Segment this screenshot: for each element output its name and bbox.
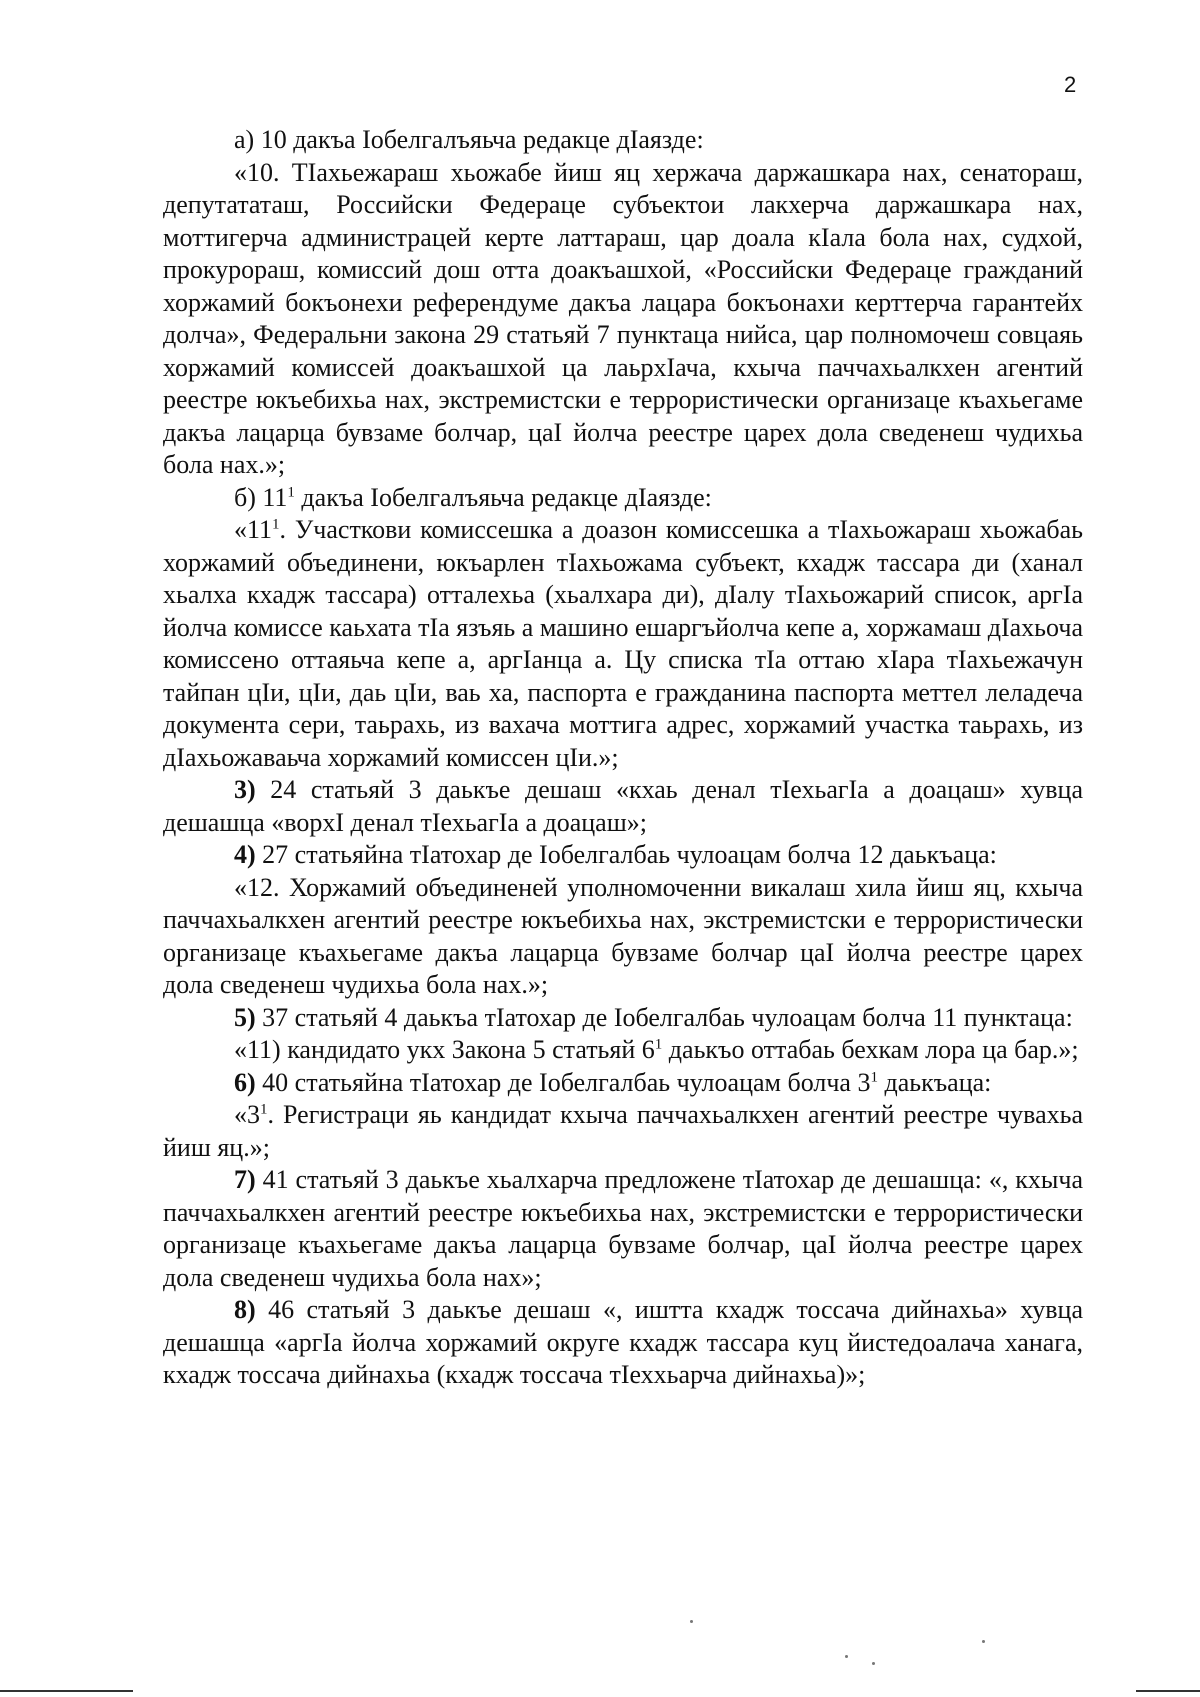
item-7: 7) 41 статьяй 3 даькъе хьалхарча предложене тIатохар де дешашца: «, кхыча паччахьалкхен агентий реестре юкъебихьа нах, экстремистски е террористически организаце къахьегаме дакъа лацарца бувзаме болчар, цаI йолча реестре царех дола сведенеш чудихьа бола нах»; — [163, 1165, 1083, 1292]
paragraph-b: б) $11^1$ дакъа Iобелгалъяьча редакце дIаязде: — [234, 482, 712, 512]
item-number: 3) — [234, 775, 256, 804]
item-4: 4) 27 статьяйна тIатохар де Iобелгалбаь чулоацам болча 12 даькъаца: — [234, 840, 997, 869]
item-number: 7) — [234, 1165, 256, 1194]
item-number: 6) — [234, 1067, 256, 1097]
item-number: 8) — [234, 1295, 256, 1324]
item-8: 8) 46 статьяй 3 даькъе дешаш «, иштта кхадж тоссача дийнахьа» хувца дешашца «аргIа йолча хоржамий округе кхадж тассара куц йистедоалача ханага, кхадж тоссача дийнахьа (кхадж тоссача тIеххьарча дийнахьа)»; — [163, 1295, 1083, 1389]
scan-speck — [690, 1620, 693, 1623]
paragraph-a: а) 10 дакъа Iобелгалъяьча редакце дIаязде: — [234, 125, 704, 154]
item-5: 5) 37 статьяй 4 даькъа тIатохар де Iобелгалбаь чулоацам болча 11 пунктаца: — [234, 1002, 1073, 1032]
paragraph-point-10: «10. ТIахьежараш хьожабе йиш яц хержача даржашкара нах, сенатораш, депутататаш, Российски Федераце субъектои лакхерча даржашкара нах, моттигерча администрацей керте латтараш, цар доала кIала бола нах, судхой, прокурораш, комиссий дош отта доакъашхой, «Российски Федераце гражданий хоржамий бокъонехи референдуме дакъа лацара бокъонахи керттерча гарантейх долча», Федеральни закона 29 статьяй 7 пунктаца нийса, цар полномочеш совцаяь хоржамий комиссей доакъашхой ца лаьрхIача, кхыча паччахьалкхен агентий реестре юкъебихьа нах, экстремистски е террористически организаце къахьегаме дакъа лацарца бувзаме болчар, цаI йолча реестре царех дола сведенеш чудихьа бола нах.»; — [163, 157, 1083, 479]
paragraph-point-11: «11) кандидато укх Закона 5 статьяй $6^1$ даькъо оттабаь бехкам лора ца бар.»; — [234, 1035, 1079, 1064]
item-6: 6) 40 статьяйна тIатохар де Iобелгалбаь чулоацам болча $3^1$ даькъаца: — [234, 1067, 992, 1097]
scan-speck — [845, 1655, 848, 1658]
scan-speck — [872, 1662, 875, 1665]
item-number: 5) — [234, 1002, 256, 1032]
item-3: 3) 24 статьяй 3 даькъе дешаш «кхаь денал тIехьагIа а доацаш» хувца дешашца «ворхI денал тIехьагIа а доацаш»; — [163, 775, 1083, 837]
paragraph-point-12: «12. Хоржамий объединеней уполномоченни викалаш хила йиш яц, кхыча паччахьалкхен агентий реестре юкъебихьа нах, экстремистски е террористически организаце къахьегаме дакъа лацарца бувзаме болчар цаI йолча реестре царех дола сведенеш чудихьа бола нах.»; — [163, 872, 1083, 999]
page-number: 2 — [1064, 72, 1077, 97]
paragraph-point-11-1: «$11^1$. Участкови комиссешка а доазон комиссешка а тIахьожараш хьожабаь хоржамий объединени, юкъарлен тIахьожама субъект, кхадж тассара ди (ханал хьалха кхадж тассара) отталехьа (хьалхара ди), дIалу тIахьожарий список, аргIа йолча комиссе каьхата тIа язъяь а машино ешаргъйолча кепе а, хоржамаш дIахьоча комиссено оттаяьча кепе а, аргIанца а. Цу списка тIа оттаю хIара тIахьежачун тайпан цIи, цIи, даь цIи, ваь ха, паспорта е гражданина паспорта меттел леладеча документа сери, таьрахь, из вахача моттига адрес, хоржамий участка таьрахь, из дIахьожаваьча хоржамий комиссен цIи.»; — [163, 515, 1083, 772]
paragraph-point-3-1: «$3^1$. Регистраци яь кандидат кхыча паччахьалкхен агентий реестре чувахьа йиш яц.»; — [163, 1100, 1083, 1162]
scan-edge-line — [1136, 1690, 1200, 1692]
scan-speck — [982, 1640, 985, 1643]
document-body — [163, 124, 1083, 1392]
item-number: 4) — [234, 840, 256, 869]
scan-edge-line — [0, 1690, 133, 1692]
